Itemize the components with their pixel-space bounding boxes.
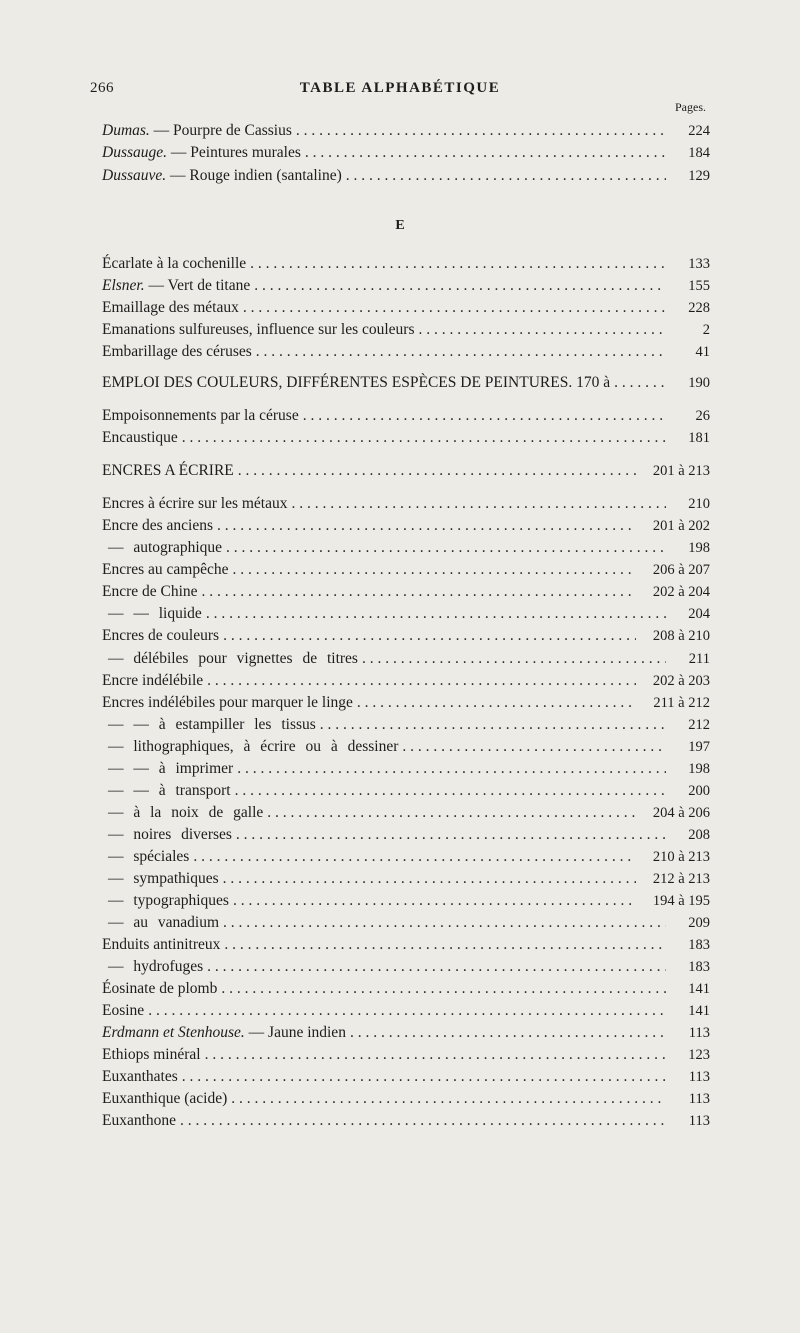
dot-leader [402, 736, 666, 758]
entry-pages: 141 [688, 1003, 710, 1019]
index-entry [102, 537, 710, 559]
dot-leader [231, 1088, 666, 1110]
entry-pages: 198 [688, 761, 710, 777]
index-entry [102, 372, 710, 394]
entry-term [102, 824, 232, 846]
entry-term [102, 846, 189, 868]
entry-pages: 141 [688, 981, 710, 997]
entry-pages: 194 à 195 [652, 893, 710, 909]
dot-leader [223, 625, 636, 647]
index-entry [102, 824, 710, 846]
entry-text: — — à estampiller les tissus [108, 716, 316, 733]
entry-pages: 202 à 203 [652, 673, 710, 689]
running-title: TABLE ALPHABÉTIQUE [299, 80, 501, 96]
entry-term [102, 253, 246, 275]
index-entry [102, 581, 710, 603]
section-letter: E [395, 218, 405, 233]
entry-pages: 202 à 204 [652, 584, 710, 600]
entry-text: EMPLOI DES COULEURS, DIFFÉRENTES ESPÈCES DE PEINTURES. 170 à [102, 374, 611, 391]
index-entry [102, 460, 710, 482]
entry-text: Encres indélébiles pour marquer le linge [102, 694, 353, 711]
dot-leader [207, 670, 636, 692]
entry-pages: 224 [688, 123, 710, 139]
entry-term [102, 1066, 178, 1088]
entry-pages: 209 [688, 915, 710, 931]
index-entry [102, 341, 710, 363]
entry-pages: 201 à 202 [652, 518, 710, 534]
dot-leader [305, 142, 666, 164]
entry-text: Encres de couleurs [102, 627, 220, 644]
entry-term [102, 625, 219, 647]
index-entry [102, 1000, 710, 1022]
dot-leader [206, 603, 666, 625]
entry-text: Encaustique [102, 429, 178, 446]
pages-column-label: Pages. [675, 100, 706, 114]
dot-leader [362, 648, 666, 670]
entry-term [102, 493, 287, 515]
index-entry [102, 1088, 710, 1110]
index-entry [102, 493, 710, 515]
entry-pages: 26 [695, 408, 710, 424]
entry-text: Ethiops minéral [102, 1046, 201, 1063]
entry-text: Embarillage des céruses [102, 343, 252, 360]
entry-term [102, 460, 234, 482]
entry-pages: 2 [702, 322, 710, 338]
entry-term [102, 868, 219, 890]
entry-text: — — à imprimer [108, 760, 234, 777]
entry-text: — Rouge indien (santaline) [166, 167, 342, 184]
index-entry [102, 978, 710, 1000]
entry-text: Encres à écrire sur les métaux [102, 495, 288, 512]
entry-text: Emaillage des métaux [102, 299, 239, 316]
entry-text: Emanations sulfureuses, influence sur les couleurs [102, 321, 415, 338]
entry-term [102, 714, 316, 736]
index-entry [102, 275, 710, 297]
entry-pages: 190 [688, 375, 710, 391]
entry-pages: 155 [688, 278, 710, 294]
dot-leader [221, 978, 666, 1000]
dot-leader [233, 559, 636, 581]
dot-leader [233, 890, 636, 912]
entry-term [102, 515, 213, 537]
entry-term [102, 275, 250, 297]
index-entry [102, 1110, 710, 1132]
dot-leader [237, 758, 666, 780]
entry-term [102, 1044, 201, 1066]
dot-leader [291, 493, 666, 515]
dot-leader [303, 405, 666, 427]
entry-pages: 113 [688, 1113, 710, 1129]
dot-leader [236, 824, 666, 846]
entry-term [102, 890, 229, 912]
entry-term [102, 120, 292, 142]
dot-leader [320, 714, 666, 736]
entry-text: Enduits antinitreux [102, 936, 221, 953]
entry-text: — — liquide [108, 605, 202, 622]
index-entry [102, 559, 710, 581]
entry-pages: 228 [688, 300, 710, 316]
entry-text: Écarlate à la cochenille [102, 255, 247, 272]
index-entry [102, 625, 710, 647]
entry-pages: 123 [688, 1047, 710, 1063]
entry-text: Euxanthone [102, 1112, 177, 1129]
entry-text: Encre indélébile [102, 672, 204, 689]
dot-leader [205, 1044, 666, 1066]
entry-pages: 181 [688, 430, 710, 446]
dot-leader [148, 1000, 666, 1022]
entry-term [102, 603, 202, 625]
entry-author: Dumas. [102, 122, 150, 139]
index-entry [102, 692, 710, 714]
index-entry [102, 515, 710, 537]
entry-pages: 129 [688, 168, 710, 184]
dot-leader [193, 846, 636, 868]
entry-term [102, 1088, 227, 1110]
index-entry [102, 912, 710, 934]
entry-text: — Vert de titane [144, 277, 251, 294]
entry-text: — typographiques [108, 892, 229, 909]
index-entry [102, 670, 710, 692]
entry-term [102, 780, 231, 802]
dot-leader [235, 780, 666, 802]
entry-term [102, 758, 233, 780]
index-entry [102, 846, 710, 868]
index-entry [102, 890, 710, 912]
entry-text: — Peintures murales [167, 144, 301, 161]
dot-leader [296, 120, 666, 142]
dot-leader [243, 297, 666, 319]
index-entry [102, 142, 710, 164]
entry-pages: 183 [688, 937, 710, 953]
entry-pages: 210 à 213 [652, 849, 710, 865]
entry-author: Elsner. [102, 277, 145, 294]
entry-term [102, 372, 610, 394]
entry-term [102, 537, 222, 559]
index-entry [102, 319, 710, 341]
index-entry [102, 956, 710, 978]
entry-text: — hydrofuges [108, 958, 204, 975]
index-entry [102, 714, 710, 736]
entry-term [102, 978, 217, 1000]
index-entry [102, 802, 710, 824]
entry-text: — spéciales [108, 848, 190, 865]
entry-text: — délébiles pour vignettes de titres [108, 650, 358, 667]
entry-text: Encre de Chine [102, 583, 198, 600]
entry-term [102, 670, 203, 692]
entry-text: Éosinate de plomb [102, 980, 218, 997]
entry-text: — — à transport [108, 782, 231, 799]
entry-pages: 204 à 206 [652, 805, 710, 821]
dot-leader [357, 692, 636, 714]
entry-term [102, 912, 219, 934]
entry-pages: 197 [688, 739, 710, 755]
entry-pages: 113 [688, 1091, 710, 1107]
index-entry [102, 297, 710, 319]
entry-pages: 210 [688, 496, 710, 512]
index-entry [102, 736, 710, 758]
entry-text: — sympathiques [108, 870, 219, 887]
entry-pages: 212 [688, 717, 710, 733]
dot-leader [226, 537, 666, 559]
dot-leader [207, 956, 666, 978]
entry-author: Dussauve. [102, 167, 167, 184]
index-entry [102, 648, 710, 670]
entry-text: Encre des anciens [102, 517, 214, 534]
entry-term [102, 559, 229, 581]
dot-leader [202, 581, 636, 603]
index-entry [102, 427, 710, 449]
entry-text: Euxanthique (acide) [102, 1090, 228, 1107]
entry-term [102, 142, 301, 164]
dot-leader [250, 253, 666, 275]
entry-text: Empoisonnements par la céruse [102, 407, 299, 424]
dot-leader [419, 319, 667, 341]
entry-term [102, 341, 252, 363]
entry-term [102, 1110, 176, 1132]
entry-text: — noires diverses [108, 826, 232, 843]
entry-term [102, 297, 239, 319]
entry-pages: 208 à 210 [652, 628, 710, 644]
dot-leader [238, 460, 636, 482]
dot-leader [350, 1022, 666, 1044]
entry-pages: 113 [688, 1069, 710, 1085]
entry-pages: 183 [688, 959, 710, 975]
index-entry [102, 1044, 710, 1066]
entry-term [102, 648, 358, 670]
entry-term [102, 319, 415, 341]
entry-author: Dussauge. [102, 144, 168, 161]
page-number: 266 [90, 80, 114, 96]
page-header [90, 80, 710, 102]
entry-text: Encres au campêche [102, 561, 229, 578]
dot-leader [224, 934, 666, 956]
entry-pages: 184 [688, 145, 710, 161]
index-entry [102, 868, 710, 890]
dot-leader [223, 912, 666, 934]
entry-term [102, 581, 198, 603]
index-entry [102, 934, 710, 956]
entry-text: — Jaune indien [244, 1024, 346, 1041]
index-entry [102, 165, 710, 187]
entry-text: Eosine [102, 1002, 145, 1019]
entry-pages: 41 [695, 344, 710, 360]
entry-pages: 201 à 213 [652, 463, 710, 479]
dot-leader [346, 165, 666, 187]
dot-leader [182, 427, 666, 449]
index-entry [102, 1066, 710, 1088]
entry-term [102, 956, 203, 978]
entry-term [102, 934, 220, 956]
entry-text: — lithographiques, à écrire ou à dessiner [108, 738, 399, 755]
dot-leader [217, 515, 636, 537]
index-entry [102, 405, 710, 427]
entry-text: — Pourpre de Cassius [149, 122, 292, 139]
entry-term [102, 427, 178, 449]
index-entry [102, 253, 710, 275]
entry-author: Erdmann et Stenhouse. [102, 1024, 245, 1041]
entry-pages: 198 [688, 540, 710, 556]
entry-term [102, 802, 263, 824]
entry-text: — au vanadium [108, 914, 220, 931]
index-entry [102, 603, 710, 625]
dot-leader [180, 1110, 666, 1132]
entry-pages: 113 [688, 1025, 710, 1041]
dot-leader [254, 275, 666, 297]
entry-pages: 206 à 207 [652, 562, 710, 578]
dot-leader [182, 1066, 666, 1088]
dot-leader [267, 802, 636, 824]
dot-leader [256, 341, 666, 363]
entry-term [102, 736, 398, 758]
index-entry [102, 1022, 710, 1044]
entry-pages: 133 [688, 256, 710, 272]
entry-text: — autographique [108, 539, 223, 556]
entry-pages: 211 [688, 651, 710, 667]
entry-text: ENCRES A ÉCRIRE [102, 462, 234, 479]
index-entry [102, 780, 710, 802]
entry-pages: 211 à 212 [653, 695, 710, 711]
entry-pages: 212 à 213 [652, 871, 710, 887]
entry-term [102, 405, 299, 427]
dot-leader [223, 868, 636, 890]
entry-text: — à la noix de galle [108, 804, 264, 821]
entry-term [102, 692, 353, 714]
entry-pages: 208 [688, 827, 710, 843]
entry-term [102, 165, 342, 187]
index-entry [102, 120, 710, 142]
entry-term [102, 1000, 144, 1022]
entry-text: Euxanthates [102, 1068, 178, 1085]
entry-pages: 200 [688, 783, 710, 799]
entry-pages: 204 [688, 606, 710, 622]
entry-term [102, 1022, 346, 1044]
index-entry [102, 758, 710, 780]
dot-leader [614, 372, 666, 394]
